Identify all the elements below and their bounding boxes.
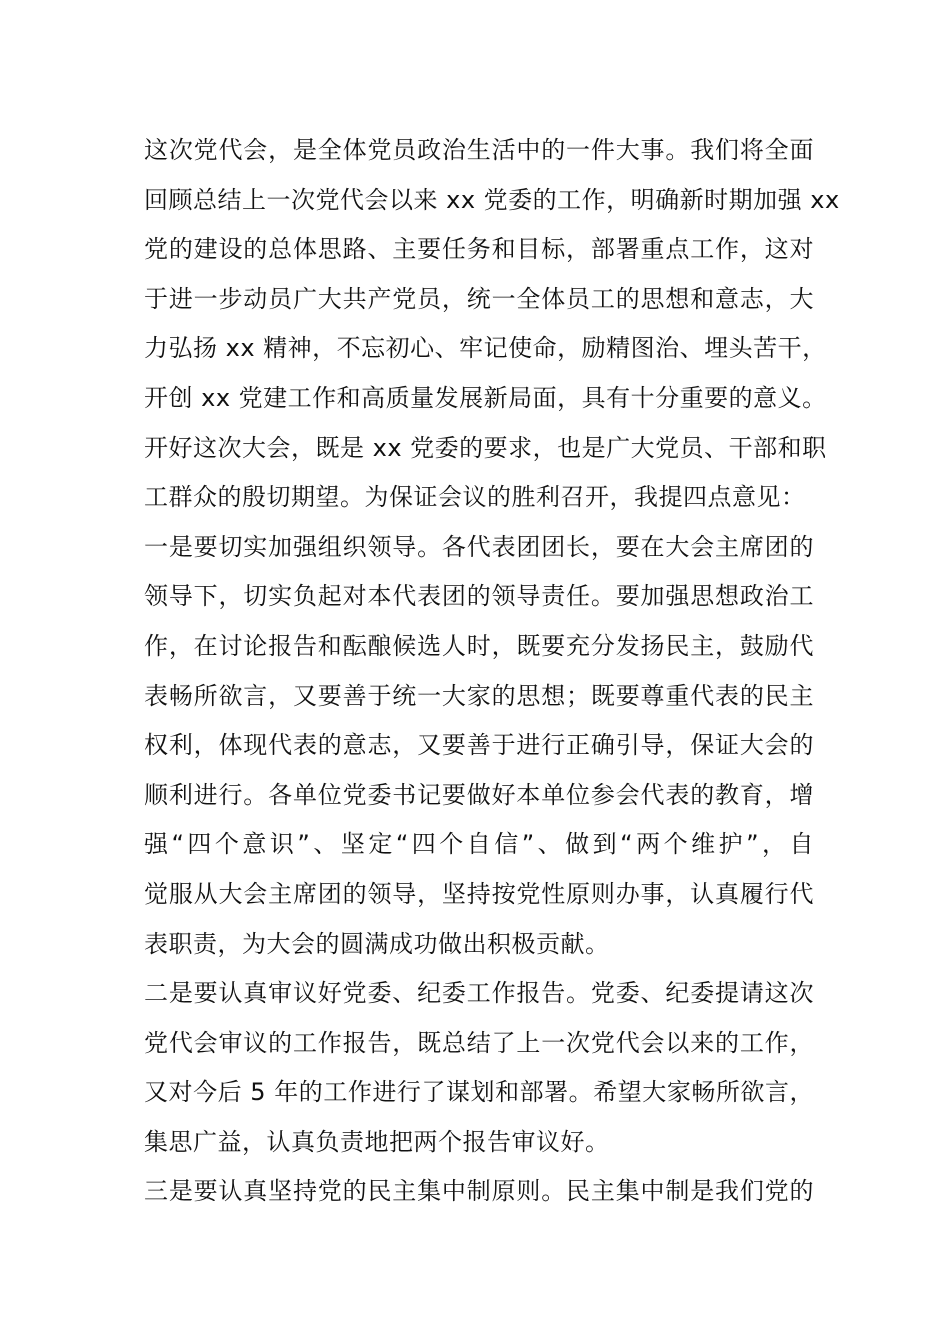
text-line: 工群众的殷切期望。为保证会议的胜利召开，我提四点意见：: [144, 483, 806, 512]
text-line: 二是要认真审议好党委、纪委工作报告。党委、纪委提请这次: [144, 979, 814, 1008]
text-line: 表职责，为大会的圆满成功做出积极贡献。: [144, 929, 610, 958]
text-line: 领导下，切实负起对本代表团的领导责任。要加强思想政治工: [144, 582, 814, 611]
text-line: 回顾总结上一次党代会以来 xx 党委的工作，明确新时期加强 xx: [144, 185, 840, 214]
text-line: 开好这次大会，既是 xx 党委的要求，也是广大党员、干部和职: [144, 433, 827, 462]
text-line: 作，在讨论报告和酝酿候选人时，既要充分发扬民主，鼓励代: [144, 631, 814, 660]
text-line: 这次党代会，是全体党员政治生活中的一件大事。我们将全面: [144, 136, 814, 164]
text-line: 于进一步动员广大共产党员，统一全体员工的思想和意志，大: [144, 284, 814, 313]
text-line: 集思广益，认真负责地把两个报告审议好。: [144, 1127, 610, 1156]
text-line: 强“四个意识”、坚定“四个自信”、做到“两个维护”，自: [144, 830, 814, 859]
text-line: 表畅所欲言，又要善于统一大家的思想；既要尊重代表的民主: [144, 681, 814, 710]
text-line: 顺利进行。各单位党委书记要做好本单位参会代表的教育，增: [144, 780, 814, 809]
text-line: 觉服从大会主席团的领导，坚持按党性原则办事，认真履行代: [144, 879, 814, 908]
document-body: [144, 126, 840, 1217]
text-line: 三是要认真坚持党的民主集中制原则。民主集中制是我们党的: [144, 1177, 814, 1206]
text-line: 又对今后 5 年的工作进行了谋划和部署。希望大家畅所欲言，: [144, 1078, 814, 1107]
text-line: 力弘扬 xx 精神，不忘初心、牢记使命，励精图治、埋头苦干，: [144, 334, 827, 363]
text-line: 一是要切实加强组织领导。各代表团团长，要在大会主席团的: [144, 532, 814, 561]
text-line: 权利，体现代表的意志，又要善于进行正确引导，保证大会的: [144, 731, 814, 760]
text-line: 党代会审议的工作报告，既总结了上一次党代会以来的工作，: [144, 1028, 814, 1057]
text-line: 开创 xx 党建工作和高质量发展新局面，具有十分重要的意义。: [144, 383, 827, 412]
text-line: 党的建设的总体思路、主要任务和目标，部署重点工作，这对: [144, 235, 814, 264]
